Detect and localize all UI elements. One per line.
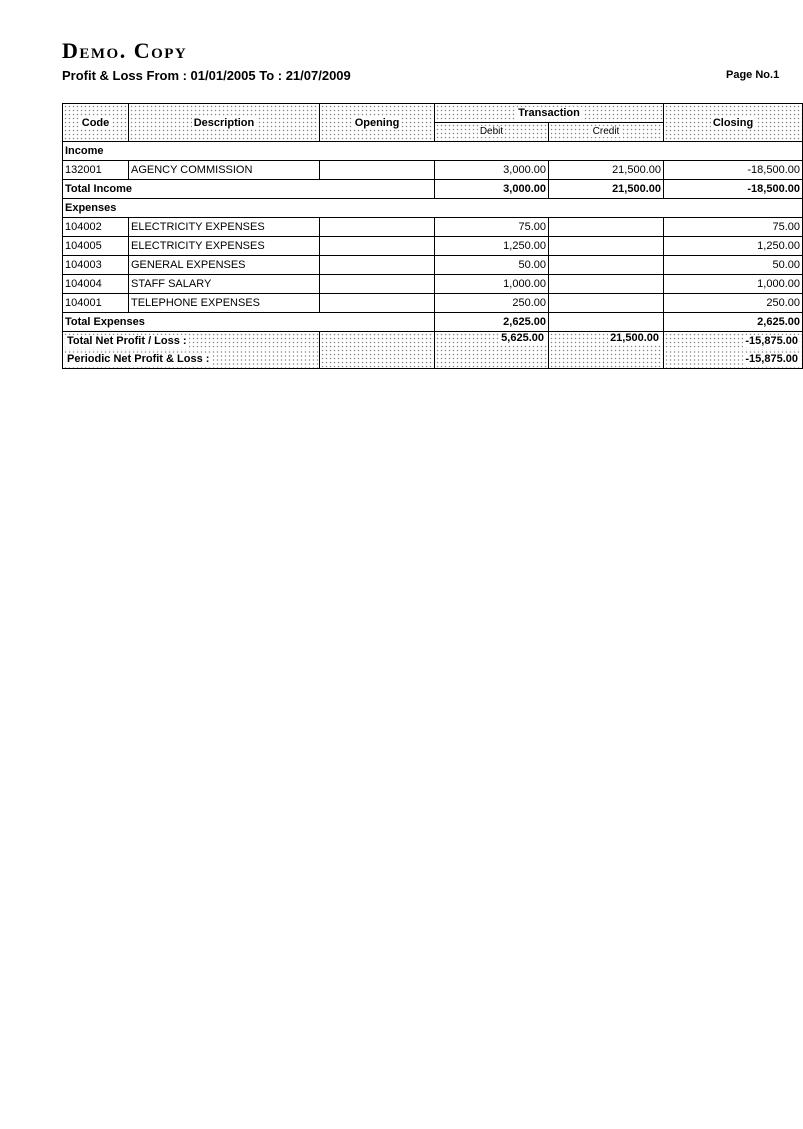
- row-description: TELEPHONE EXPENSES: [129, 294, 320, 313]
- page-number: Page No.1: [726, 69, 780, 81]
- table-row: [63, 218, 803, 237]
- row-debit: 1,250.00: [435, 237, 549, 256]
- col-header-opening: Opening: [320, 104, 435, 142]
- table-row: [63, 237, 803, 256]
- total-income-closing: -18,500.00: [664, 180, 803, 199]
- table-row: [63, 161, 803, 180]
- row-description: ELECTRICITY EXPENSES: [129, 218, 320, 237]
- row-code: 104004: [63, 275, 129, 294]
- row-closing: -18,500.00: [664, 161, 803, 180]
- total-expenses-credit: [549, 313, 664, 332]
- row-credit: [549, 294, 664, 313]
- row-opening: [320, 294, 435, 313]
- periodic-closing: -15,875.00: [664, 350, 803, 369]
- periodic-profit-label: Periodic Net Profit & Loss :: [63, 350, 320, 369]
- row-credit: [549, 275, 664, 294]
- row-credit: [549, 218, 664, 237]
- table-row: [63, 275, 803, 294]
- row-description: GENERAL EXPENSES: [129, 256, 320, 275]
- total-income-debit: 3,000.00: [435, 180, 549, 199]
- total-income-credit: 21,500.00: [549, 180, 664, 199]
- net-closing: -15,875.00: [664, 332, 803, 351]
- net-credit: 21,500.00: [549, 332, 664, 369]
- col-header-code: Code: [63, 104, 129, 142]
- total-income-row: [63, 180, 803, 199]
- col-header-description: Description: [129, 104, 320, 142]
- row-debit: 75.00: [435, 218, 549, 237]
- row-opening: [320, 161, 435, 180]
- row-debit: 3,000.00: [435, 161, 549, 180]
- net-debit: 5,625.00: [435, 332, 549, 369]
- row-closing: 1,250.00: [664, 237, 803, 256]
- total-income-label: Total Income: [63, 180, 435, 199]
- total-expenses-label: Total Expenses: [63, 313, 435, 332]
- net-profit-row: [63, 332, 803, 351]
- row-closing: 250.00: [664, 294, 803, 313]
- row-code: 104001: [63, 294, 129, 313]
- row-code: 104005: [63, 237, 129, 256]
- row-closing: 75.00: [664, 218, 803, 237]
- row-opening: [320, 237, 435, 256]
- row-opening: [320, 256, 435, 275]
- report-subtitle: Profit & Loss From : 01/01/2005 To : 21/07/2009: [62, 68, 351, 83]
- col-header-closing: Closing: [664, 104, 803, 142]
- company-title: Demo. Copy: [62, 38, 188, 63]
- row-closing: 50.00: [664, 256, 803, 275]
- row-description: ELECTRICITY EXPENSES: [129, 237, 320, 256]
- row-closing: 1,000.00: [664, 275, 803, 294]
- total-expenses-row: [63, 313, 803, 332]
- total-expenses-closing: 2,625.00: [664, 313, 803, 332]
- row-opening: [320, 275, 435, 294]
- row-debit: 1,000.00: [435, 275, 549, 294]
- row-credit: [549, 256, 664, 275]
- table-header-row: [63, 104, 803, 123]
- expenses-section-heading: Expenses: [63, 199, 803, 218]
- row-debit: 50.00: [435, 256, 549, 275]
- net-profit-label: Total Net Profit / Loss :: [63, 332, 320, 351]
- row-code: 104003: [63, 256, 129, 275]
- total-expenses-debit: 2,625.00: [435, 313, 549, 332]
- col-header-debit: Debit: [435, 123, 549, 142]
- row-credit: [549, 237, 664, 256]
- row-code: 132001: [63, 161, 129, 180]
- income-section-heading: Income: [63, 142, 803, 161]
- row-opening: [320, 218, 435, 237]
- table-row: [63, 256, 803, 275]
- profit-loss-table: [62, 103, 803, 369]
- net-opening-cell: [320, 332, 435, 369]
- row-description: STAFF SALARY: [129, 275, 320, 294]
- col-header-credit: Credit: [549, 123, 664, 142]
- table-row: [63, 294, 803, 313]
- row-debit: 250.00: [435, 294, 549, 313]
- col-header-transaction: Transaction: [435, 104, 664, 123]
- row-description: AGENCY COMMISSION: [129, 161, 320, 180]
- row-code: 104002: [63, 218, 129, 237]
- row-credit: 21,500.00: [549, 161, 664, 180]
